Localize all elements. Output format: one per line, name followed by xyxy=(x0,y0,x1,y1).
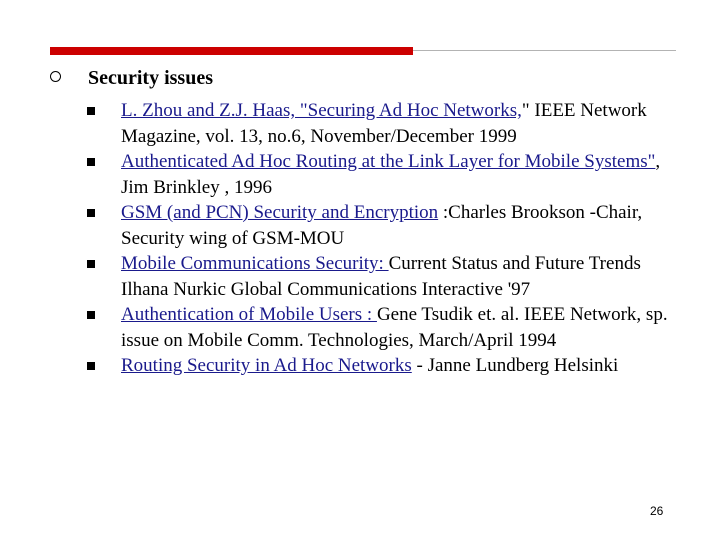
square-bullet-icon xyxy=(87,209,95,217)
title-accent-bar xyxy=(50,47,413,55)
reference-item xyxy=(85,353,685,379)
reference-link[interactable]: Authenticated Ad Hoc Routing at the Link Layer for Mobile Systems" xyxy=(121,151,656,172)
reference-details: " IEEE Network Magazine, vol. 13, no.6, November/December 1999 xyxy=(121,100,647,147)
reference-link[interactable]: GSM (and PCN) Security and Encryption xyxy=(121,202,439,223)
reference-item xyxy=(85,200,685,251)
reference-details: Gene Tsudik et. al. IEEE Network, sp. issue on Mobile Comm. Technologies, March/April 1994 xyxy=(121,304,668,351)
reference-item xyxy=(85,251,685,302)
reference-details: :Charles Brookson -Chair, Security wing of GSM-MOU xyxy=(121,202,643,249)
square-bullet-icon xyxy=(87,260,95,268)
title-divider-line xyxy=(413,50,676,51)
reference-item xyxy=(85,302,685,353)
reference-item xyxy=(85,98,685,149)
hollow-circle-bullet-icon xyxy=(50,71,61,82)
square-bullet-icon xyxy=(87,158,95,166)
reference-link[interactable]: Routing Security in Ad Hoc Networks xyxy=(121,355,412,376)
reference-link[interactable]: L. Zhou and Z.J. Haas, "Securing Ad Hoc Networks, xyxy=(121,100,522,121)
reference-details: , Jim Brinkley , 1996 xyxy=(121,151,661,198)
reference-item xyxy=(85,149,685,200)
reference-link[interactable]: Authentication of Mobile Users : xyxy=(121,304,377,325)
page-number: 26 xyxy=(650,504,664,518)
square-bullet-icon xyxy=(87,311,95,319)
square-bullet-icon xyxy=(87,107,95,115)
reference-details: - Janne Lundberg Helsinki xyxy=(411,355,619,376)
reference-details: Current Status and Future Trends Ilhana Nurkic Global Communications Interactive '97 xyxy=(121,253,641,300)
reference-list xyxy=(85,98,685,379)
section-heading: Security issues xyxy=(88,67,213,89)
reference-link[interactable]: Mobile Communications Security: xyxy=(121,253,389,274)
square-bullet-icon xyxy=(87,362,95,370)
